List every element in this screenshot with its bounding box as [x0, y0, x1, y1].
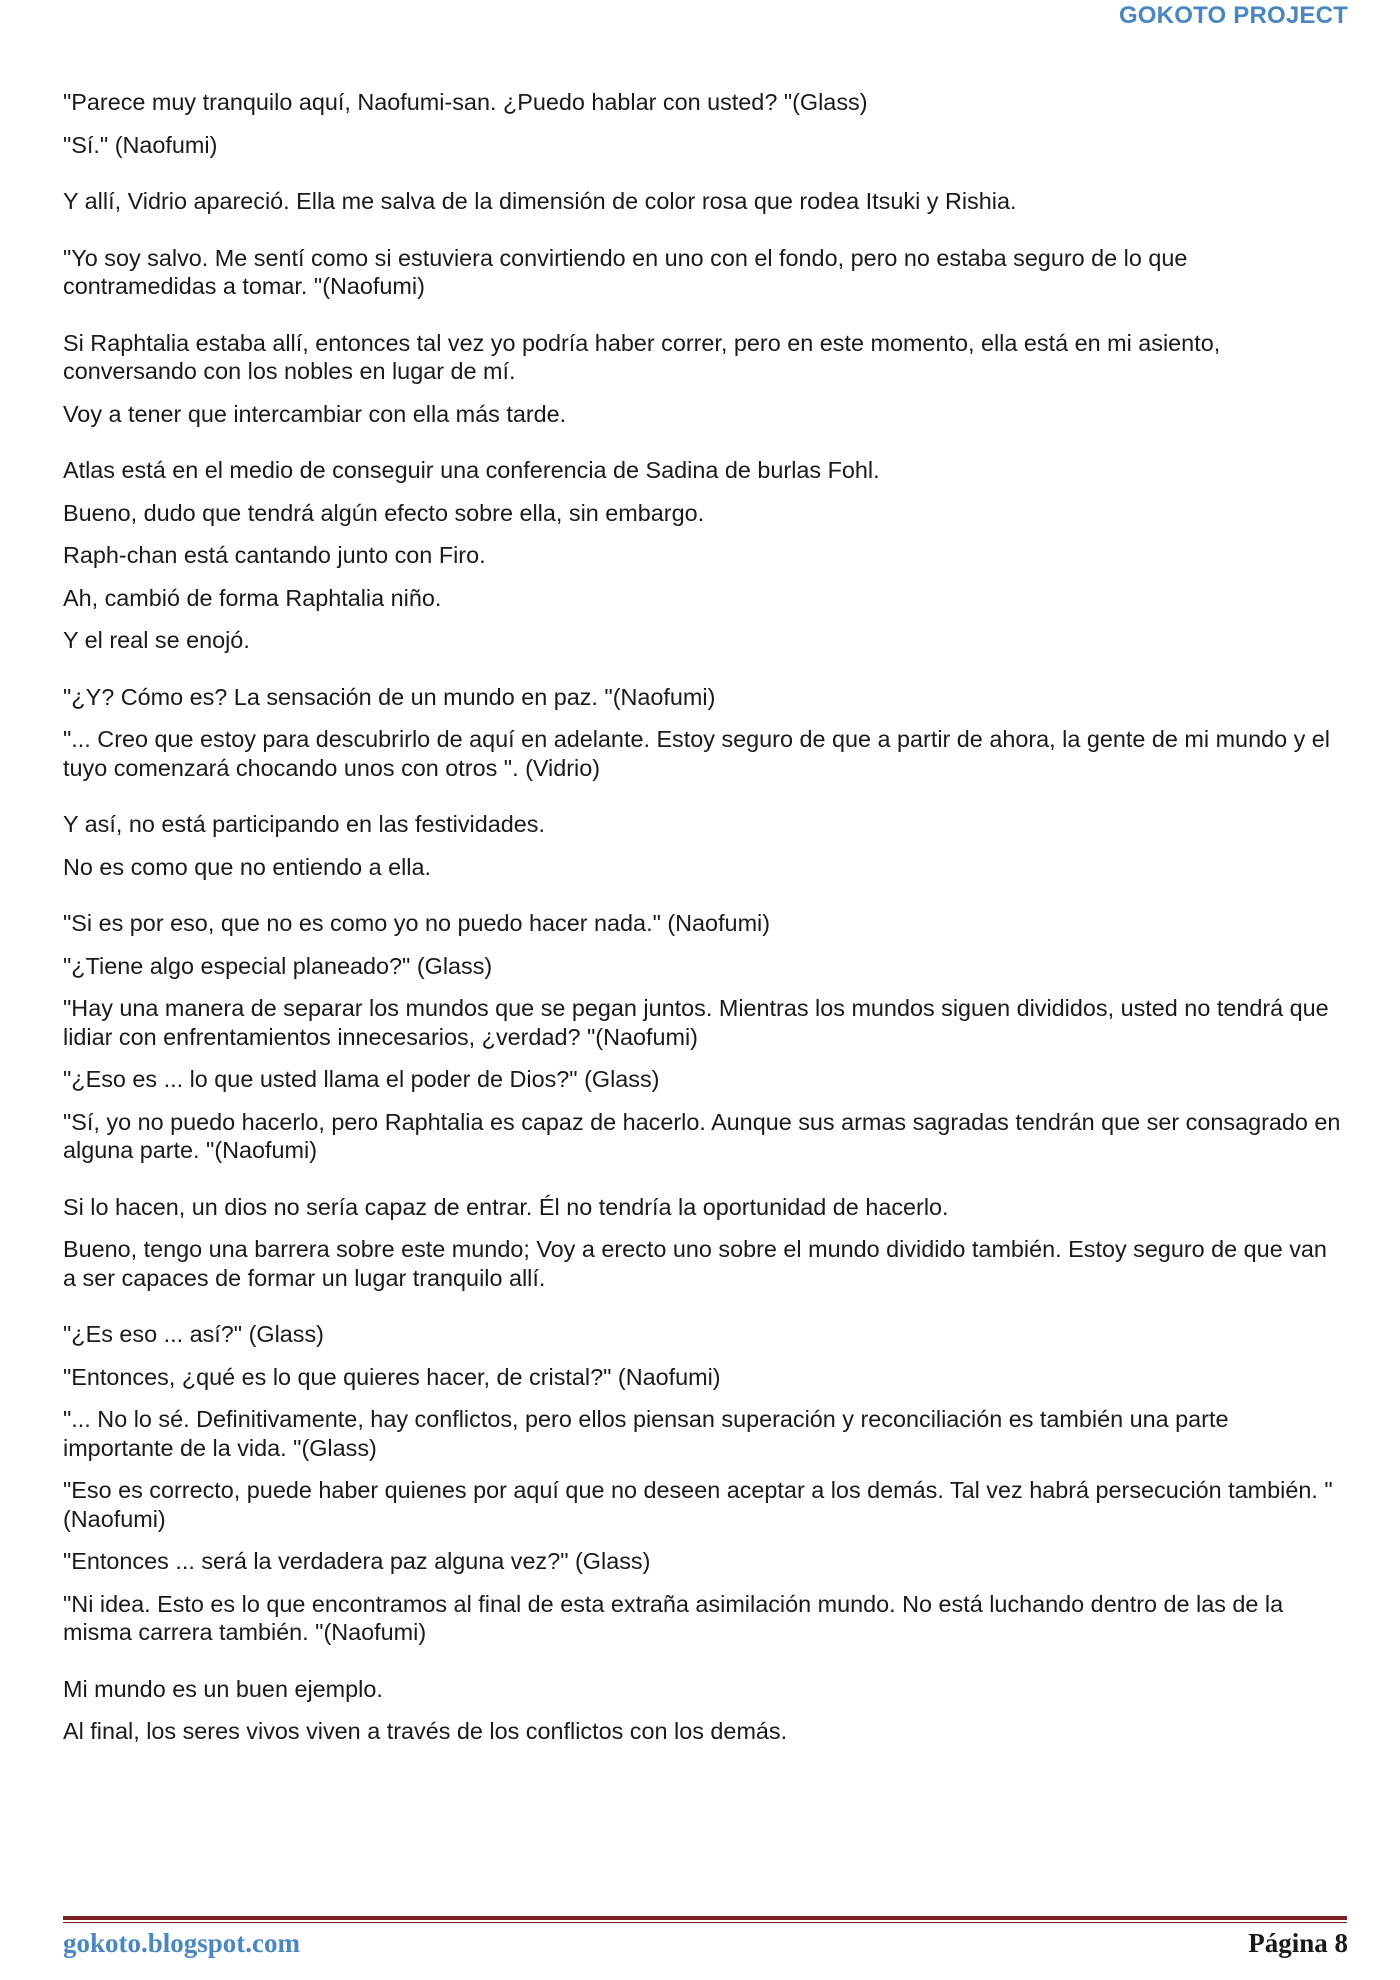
paragraph: Ah, cambió de forma Raphtalia niño.: [63, 584, 442, 611]
paragraph: Si lo hacen, un dios no sería capaz de entrar. Él no tendría la oportunidad de hacerlo.: [63, 1193, 949, 1220]
paragraph: "Sí, yo no puedo hacerlo, pero Raphtalia es capaz de hacerlo. Aunque sus armas sagradas tendrán que ser consagrado en alguna parte. "(Naofumi): [63, 1108, 1341, 1163]
header-title: GOKOTO PROJECT: [1118, 2, 1348, 29]
paragraph: Mi mundo es un buen ejemplo.: [63, 1675, 383, 1702]
paragraph: Bueno, dudo que tendrá algún efecto sobre ella, sin embargo.: [63, 499, 705, 526]
paragraph: Atlas está en el medio de conseguir una conferencia de Sadina de burlas Fohl.: [63, 457, 880, 483]
paragraph: Raph-chan está cantando junto con Firo.: [63, 542, 486, 568]
paragraph: "Si es por eso, que no es como yo no puedo hacer nada." (Naofumi): [63, 910, 771, 936]
paragraph: "Parece muy tranquilo aquí, Naofumi-san. ¿Puedo hablar con usted? "(Glass): [63, 89, 868, 115]
paragraph: Y así, no está participando en las festividades.: [63, 811, 545, 837]
paragraph: "Entonces, ¿qué es lo que quieres hacer, de cristal?" (Naofumi): [63, 1363, 721, 1390]
paragraph: "Ni idea. Esto es lo que encontramos al final de esta extraña asimilación mundo. No está luchando dentro de las de la misma carrera también. "(Naofumi): [63, 1590, 1284, 1645]
paragraph: Si Raphtalia estaba allí, entonces tal vez yo podría haber correr, pero en este momento, ella está en mi asiento, conversando con los nobles en lugar de mí.: [63, 329, 1221, 384]
paragraph: "... No lo sé. Definitivamente, hay conflictos, pero ellos piensan superación y reconciliación es también una parte importante de la vida. "(Glass): [63, 1406, 1229, 1461]
paragraph: Y allí, Vidrio apareció. Ella me salva de la dimensión de color rosa que rodea Itsuki y Rishia.: [63, 188, 1017, 214]
paragraph: "Yo soy salvo. Me sentí como si estuviera convirtiendo en uno con el fondo, pero no estaba seguro de lo que contramedidas a tomar. "(Naofumi): [63, 244, 1188, 299]
paragraph: "¿Y? Cómo es? La sensación de un mundo en paz. "(Naofumi): [63, 683, 716, 710]
paragraph: Bueno, tengo una barrera sobre este mundo; Voy a erecto uno sobre el mundo dividido también. Estoy seguro de que van a ser capaces de formar un lugar tranquilo allí.: [63, 1236, 1327, 1291]
paragraph: "¿Eso es ... lo que usted llama el poder de Dios?" (Glass): [63, 1066, 660, 1092]
paragraph: Al final, los seres vivos viven a través de los conflictos con los demás.: [63, 1718, 788, 1744]
footer-blog-link[interactable]: gokoto.blogspot.com: [63, 1928, 301, 1958]
page-number: Página 8: [1248, 1928, 1348, 1958]
paragraph: "Eso es correcto, puede haber quienes por aquí que no deseen aceptar a los demás. Tal vez habrá persecución también. "(Naofumi): [63, 1477, 1333, 1532]
paragraph: "¿Tiene algo especial planeado?" (Glass): [63, 952, 493, 979]
paragraph: Y el real se enojó.: [63, 627, 250, 653]
body-text: [63, 88, 1343, 1760]
paragraph: "¿Es eso ... así?" (Glass): [63, 1321, 324, 1347]
paragraph: Voy a tener que intercambiar con ella más tarde.: [63, 400, 567, 427]
paragraph: "Sí." (Naofumi): [63, 131, 218, 158]
footer-rule-thin: [63, 1922, 1347, 1923]
footer-rule: [63, 1916, 1347, 1920]
paragraph: "... Creo que estoy para descubrirlo de aquí en adelante. Estoy seguro de que a partir de ahora, la gente de mi mundo y el tuyo comenzará chocando unos con otros ". (Vidrio): [63, 726, 1330, 781]
paragraph: "Hay una manera de separar los mundos que se pegan juntos. Mientras los mundos siguen divididos, usted no tendrá que lidiar con enfrentamientos innecesarios, ¿verdad? "(Naofumi): [63, 995, 1329, 1050]
paragraph: "Entonces ... será la verdadera paz alguna vez?" (Glass): [63, 1548, 651, 1574]
paragraph: No es como que no entiendo a ella.: [63, 853, 432, 880]
